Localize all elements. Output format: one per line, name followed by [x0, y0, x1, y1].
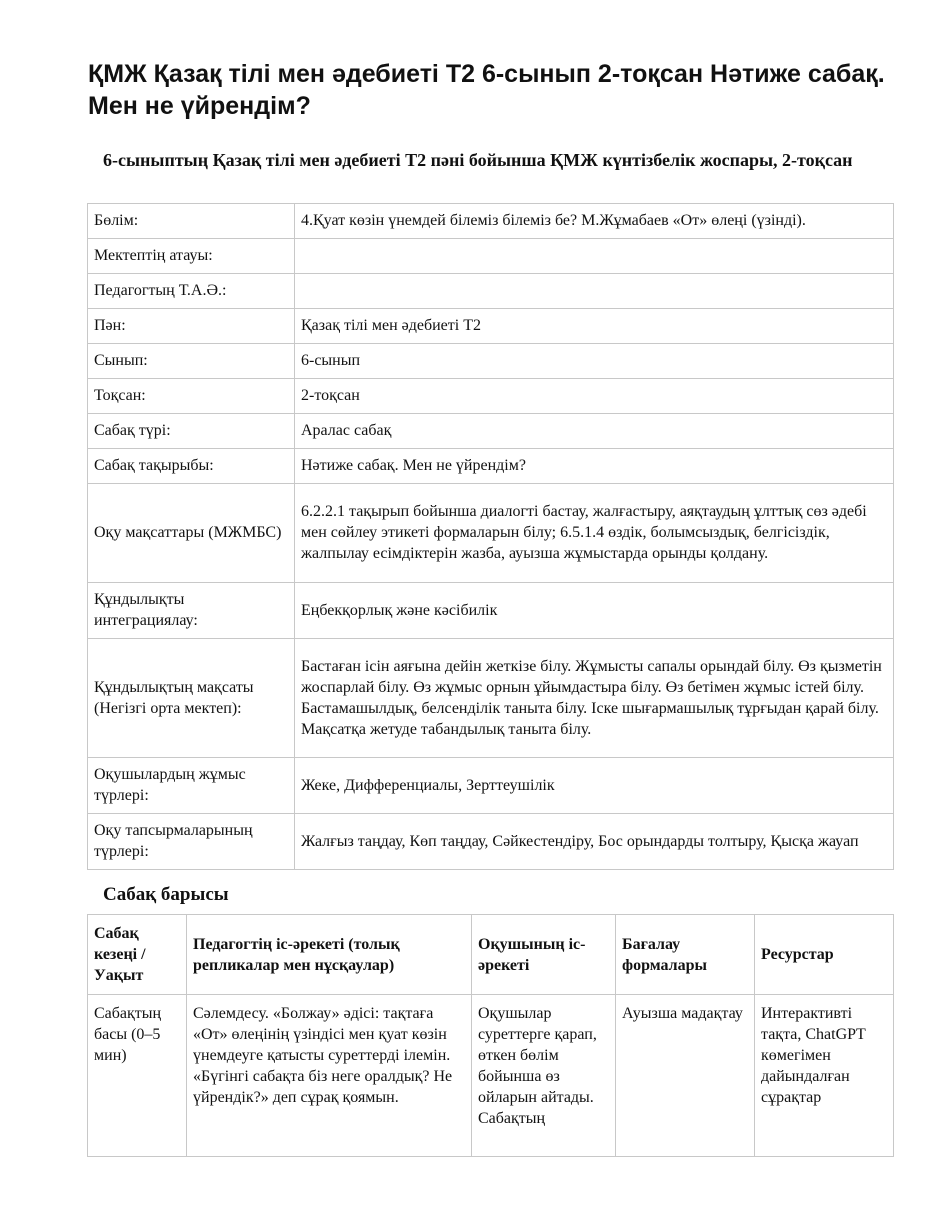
table-row — [88, 639, 894, 758]
table-row — [88, 239, 894, 274]
info-label-lesson-topic: Сабақ тақырыбы: — [88, 449, 295, 484]
table-row — [88, 583, 894, 639]
info-label-values-integration: Құндылықты интеграциялау: — [88, 583, 295, 639]
table-row — [88, 379, 894, 414]
table-row — [88, 449, 894, 484]
table-row — [88, 344, 894, 379]
info-value-work-types: Жеке, Дифференциалы, Зерттеушілік — [295, 758, 894, 814]
column-header-assessment: Бағалау формалары — [616, 915, 755, 995]
info-label-work-types: Оқушылардың жұмыс түрлері: — [88, 758, 295, 814]
table-row — [88, 274, 894, 309]
info-label-lesson-type: Сабақ түрі: — [88, 414, 295, 449]
info-value-values-integration: Еңбекқорлық және кәсібилік — [295, 583, 894, 639]
info-label-grade: Сынып: — [88, 344, 295, 379]
table-row — [88, 204, 894, 239]
info-label-teacher: Педагогтың Т.А.Ә.: — [88, 274, 295, 309]
column-header-stage: Сабақ кезеңі / Уақыт — [88, 915, 187, 995]
info-value-values-goal: Бастаған ісін аяғына дейін жеткізе білу. Жұмысты сапалы орындай білу. Өз қызметін жоспарлай білу. Өз жұмыс орнын ұйымдастыра білу. Өз бетімен жұмыс істей білу. Бастамашылдық, белсенділік таныта білу. Іске шығармашылық тұрғыдан қарай білу. Мақсатқа жетуде табандылық таныта білу. — [295, 639, 894, 758]
info-label-values-goal: Құндылықтың мақсаты (Негізгі орта мектеп): — [88, 639, 295, 758]
column-header-student-activity: Оқушының іс-әрекеті — [472, 915, 616, 995]
info-value-quarter: 2-тоқсан — [295, 379, 894, 414]
table-row — [88, 995, 894, 1157]
lesson-section-title: Сабақ барысы — [103, 884, 229, 905]
column-header-resources: Ресурстар — [755, 915, 894, 995]
table-row — [88, 414, 894, 449]
info-value-lesson-type: Аралас сабақ — [295, 414, 894, 449]
cell-assessment: Ауызша мадақтау — [616, 995, 755, 1157]
table-row — [88, 309, 894, 344]
cell-teacher-activity: Сәлемдесу. «Болжау» әдісі: тақтаға «От» өлеңінің үзіндісі мен қуат көзін үнемдеуге қатысты суреттерді ілемін. «Бүгінгі сабақта біз неге оралдық? Не үйрендік?» деп сұрақ қоямын. — [187, 995, 472, 1157]
table-row — [88, 484, 894, 583]
info-value-task-types: Жалғыз таңдау, Көп таңдау, Сәйкестендіру, Бос орындарды толтыру, Қысқа жауап — [295, 814, 894, 870]
info-label-objectives: Оқу мақсаттары (МЖМБС) — [88, 484, 295, 583]
plan-subtitle: 6-сыныптың Қазақ тілі мен әдебиеті Т2 пәні бойынша ҚМЖ күнтізбелік жоспары, 2-тоқсан — [103, 150, 853, 170]
info-value-teacher — [295, 274, 894, 309]
info-value-school — [295, 239, 894, 274]
info-label-task-types: Оқу тапсырмаларының түрлері: — [88, 814, 295, 870]
cell-resources: Интерактивті тақта, ChatGPT көмегімен дайындалған сұрақтар — [755, 995, 894, 1157]
lesson-flow-table — [87, 914, 894, 1157]
info-value-grade: 6-сынып — [295, 344, 894, 379]
document-title: ҚМЖ Қазақ тілі мен әдебиеті Т2 6-сынып 2-тоқсан Нәтиже сабақ. Мен не үйрендім? — [88, 60, 885, 120]
column-header-teacher-activity: Педагогтің іс-әрекеті (толық репликалар мен нұсқаулар) — [187, 915, 472, 995]
table-header-row — [88, 915, 894, 995]
info-label-school: Мектептің атауы: — [88, 239, 295, 274]
table-row — [88, 814, 894, 870]
info-value-section: 4.Қуат көзін үнемдей білеміз білеміз бе? М.Жұмабаев «От» өлеңі (үзінді). — [295, 204, 894, 239]
info-value-objectives: 6.2.2.1 тақырып бойынша диалогті бастау, жалғастыру, аяқтаудың ұлттық сөз әдебі мен сөйлеу этикеті формаларын білу; 6.5.1.4 өздік, болымсыздық, белгісіздік, жалпылау есімдіктерін жазба, ауызша жұмыстарда орынды қолдану. — [295, 484, 894, 583]
cell-stage: Сабақтың басы (0–5 мин) — [88, 995, 187, 1157]
info-label-quarter: Тоқсан: — [88, 379, 295, 414]
info-label-subject: Пән: — [88, 309, 295, 344]
info-value-subject: Қазақ тілі мен әдебиеті Т2 — [295, 309, 894, 344]
table-row — [88, 758, 894, 814]
lesson-info-table — [87, 203, 894, 870]
info-value-lesson-topic: Нәтиже сабақ. Мен не үйрендім? — [295, 449, 894, 484]
info-label-section: Бөлім: — [88, 204, 295, 239]
cell-student-activity: Оқушылар суреттерге қарап, өткен бөлім бойынша өз ойларын айтады. Сабақтың — [472, 995, 616, 1157]
